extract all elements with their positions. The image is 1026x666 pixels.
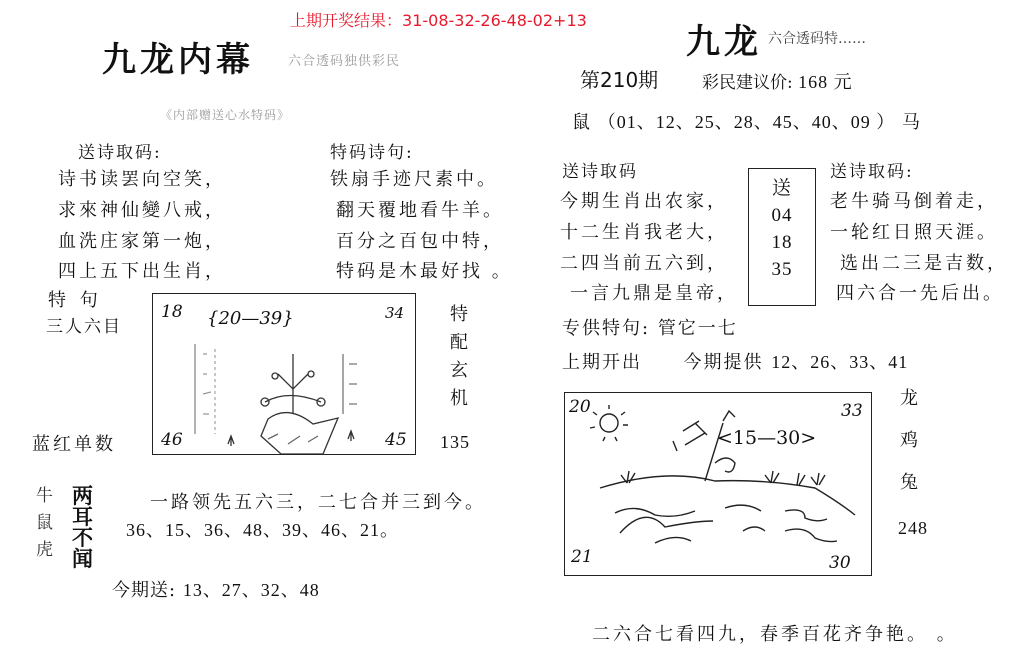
- corner-number-tr: 34: [385, 304, 405, 322]
- side-char: 龙: [900, 388, 921, 409]
- special-poem-line: 翻天覆地看牛羊。: [336, 200, 504, 221]
- range-text: <15—30>: [717, 427, 817, 449]
- issue-number: 第210期: [580, 68, 659, 92]
- left-side-number: 135: [440, 432, 470, 452]
- special-poem-line: 铁扇手迹尺素中。: [330, 169, 498, 190]
- left-picture: [152, 293, 416, 455]
- this-issue-label: 今期送:: [112, 580, 177, 601]
- zodiac-numbers: （01、12、25、28、45、40、09 ）: [597, 112, 896, 132]
- verse-line: 一路领先五六三，二七合并三到今。: [150, 492, 486, 513]
- poem-line: 四六合一先后出。: [836, 283, 1004, 304]
- special-label: 专供特句:: [562, 318, 651, 339]
- hand-drawn-landscape-icon: [565, 393, 871, 575]
- special-value: 管它一七: [657, 318, 738, 339]
- right-subtitle: 六合透码特……: [768, 31, 866, 47]
- corner-number-tl: 18: [161, 302, 183, 322]
- poem-line: 十二生肖我老大，: [560, 222, 728, 243]
- zodiac-char: 虎: [36, 540, 55, 560]
- left-poem-line: 诗书读罢向空笑，: [58, 169, 226, 190]
- price-value: 168 元: [798, 72, 853, 92]
- left-poem-line: 求來神仙變八戒，: [58, 200, 226, 221]
- side-char: 玄: [450, 360, 471, 381]
- price-label: 彩民建议价:: [702, 73, 793, 93]
- poem-line: 今期生肖出农家，: [560, 191, 728, 212]
- right-poem-heading: 特码诗句:: [330, 143, 414, 163]
- poem-line: 选出二三是吉数，: [840, 253, 1008, 274]
- footer-verse: 二六合七看四九，春季百花齐争艳。 。: [592, 624, 958, 645]
- this-issue-send: [112, 576, 320, 602]
- special-phrase: 三人六目: [46, 317, 122, 337]
- last-result-numbers: 31-08-32-26-48-02+13: [402, 11, 587, 30]
- idiom-char: 耳: [72, 505, 93, 529]
- gift-list: [749, 169, 815, 279]
- zodiac-end: 马: [901, 112, 921, 133]
- special-phrase-label: 特 句: [48, 290, 102, 311]
- left-poem-line: 血洗庄家第一炮，: [58, 231, 226, 252]
- price: [702, 68, 853, 94]
- zodiac-char: 鼠: [36, 513, 55, 533]
- corner-number-br: 45: [385, 430, 407, 450]
- right-side-vertical: [900, 390, 921, 492]
- corner-number-bl: 21: [571, 547, 593, 567]
- corner-number-br: 30: [829, 553, 851, 573]
- zodiac-start: 鼠: [572, 112, 591, 133]
- zodiac-numbers-line: [572, 108, 921, 134]
- idiom-char: 两: [72, 484, 93, 508]
- poem-line: 一轮红日照天涯。: [830, 222, 998, 243]
- left-subtitle: 六合透码独供彩民: [288, 54, 401, 69]
- zodiac-char: 牛: [36, 486, 55, 506]
- gift-label: 送: [771, 178, 792, 199]
- gift-number: 04: [771, 205, 793, 226]
- side-char: 配: [450, 332, 471, 353]
- left-poem-heading: 送诗取码:: [78, 143, 162, 163]
- side-char: 机: [450, 388, 471, 409]
- corner-number-tl: 20: [569, 397, 591, 417]
- right-side-number: 248: [898, 518, 928, 538]
- side-char: 鸡: [900, 430, 921, 451]
- poem-line: 老牛骑马倒着走，: [830, 191, 998, 212]
- idiom-vertical: [72, 486, 93, 570]
- poem-line: 一言九鼎是皇帝，: [570, 283, 738, 304]
- idiom-char: 闻: [72, 547, 93, 571]
- poem-line: 二四当前五六到，: [560, 253, 728, 274]
- range-text: {20—39}: [207, 308, 294, 329]
- provide-numbers: 12、26、33、41: [771, 352, 909, 372]
- left-poem-line: 四上五下出生肖，: [58, 261, 226, 282]
- special-phrase-row: [562, 314, 738, 340]
- side-char: 兔: [900, 472, 921, 493]
- corner-number-bl: 46: [161, 430, 183, 450]
- last-result-label: 上期开奖结果：: [290, 11, 403, 30]
- left-side-vertical: [450, 306, 471, 408]
- last-result-banner: [290, 8, 587, 31]
- left-section-title: 《内部赠送心水特码》: [160, 108, 291, 122]
- last-issue-label: 上期开出: [562, 352, 642, 373]
- corner-number-tr: 33: [841, 401, 863, 421]
- gift-box: [748, 168, 816, 306]
- poem-heading: 送诗取码:: [830, 162, 914, 182]
- provide-label: 今期提供: [683, 352, 764, 373]
- gift-number: 35: [771, 259, 793, 280]
- special-poem-line: 特码是木最好找 。: [336, 261, 513, 282]
- idiom-char: 不: [72, 526, 93, 550]
- poem-heading: 送诗取码: [562, 162, 638, 182]
- zodiac-vertical: [36, 488, 55, 559]
- special-poem-line: 百分之百包中特，: [336, 231, 504, 252]
- color-label: 蓝红单数: [32, 434, 116, 455]
- numbers-line: 36、15、36、48、39、46、21。: [126, 520, 399, 540]
- provide-row: [562, 348, 908, 374]
- right-title: 九龙: [686, 22, 762, 62]
- left-title: 九龙内幕: [102, 40, 254, 80]
- this-issue-numbers: 13、27、32、48: [182, 580, 320, 600]
- side-char: 特: [450, 304, 471, 325]
- right-picture: [564, 392, 872, 576]
- gift-number: 18: [771, 232, 793, 253]
